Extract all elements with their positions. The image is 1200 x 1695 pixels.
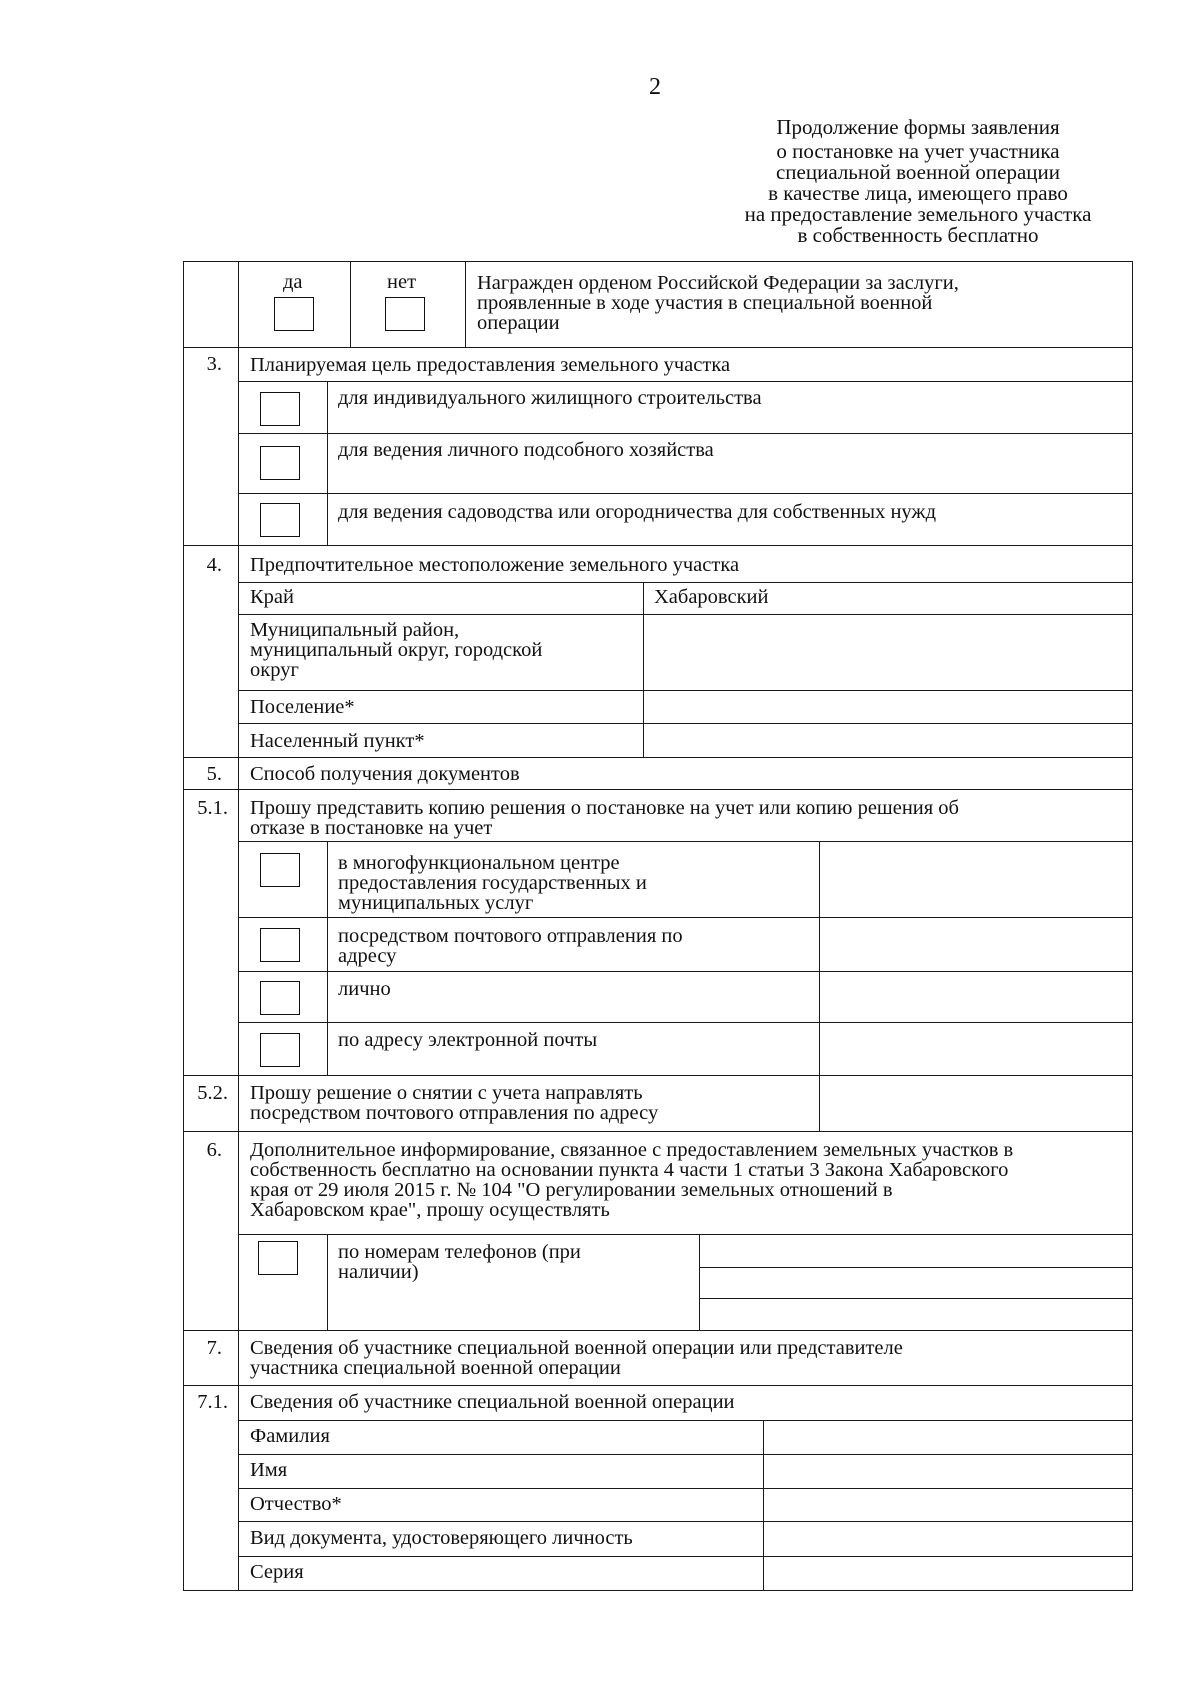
section-6-text: края от 29 июля 2015 г. № 104 "О регулировании земельных отношений в (250, 1179, 893, 1201)
section-52-text: посредством почтового отправления по адресу (250, 1102, 659, 1124)
award-text-line: проявленные в ходе участия в специальной военной (477, 292, 933, 314)
purpose-lph-checkbox[interactable] (260, 446, 300, 480)
section-6-text: собственность бесплатно на основании пункта 4 части 1 статьи 3 Закона Хабаровского (250, 1159, 1009, 1181)
section-number: 4. (206, 554, 222, 576)
section-number: 6. (206, 1139, 222, 1161)
field-label: Фамилия (250, 1425, 330, 1447)
field-label: Серия (250, 1561, 304, 1583)
award-yes-checkbox[interactable] (274, 297, 314, 331)
section-51-title: Прошу представить копию решения о постановке на учет или копию решения об (250, 797, 959, 819)
field-label: Отчество* (250, 1493, 342, 1515)
delivery-email-checkbox[interactable] (260, 1033, 300, 1067)
phone-info-label: по номерам телефонов (при (338, 1241, 581, 1263)
delivery-option: лично (338, 978, 391, 1000)
phone-info-checkbox[interactable] (258, 1241, 298, 1275)
section-3-title: Планируемая цель предоставления земельного участка (250, 354, 731, 376)
purpose-garden-checkbox[interactable] (260, 503, 300, 537)
purpose-option: для ведения садоводства или огородничества для собственных нужд (338, 501, 937, 523)
section-number: 7.1. (197, 1391, 228, 1413)
section-number: 7. (206, 1337, 222, 1359)
delivery-option: предоставления государственных и (338, 872, 647, 894)
section-number: 5.1. (197, 797, 228, 819)
section-number: 5. (206, 763, 222, 785)
section-52-text: Прошу решение о снятии с учета направлять (250, 1082, 643, 1104)
header-line: на предоставление земельного участка (744, 202, 1092, 226)
header-line: о постановке на учет участника (776, 139, 1060, 163)
delivery-mfc-checkbox[interactable] (260, 853, 300, 887)
delivery-option: адресу (338, 945, 397, 967)
purpose-option: для ведения личного подсобного хозяйства (338, 439, 714, 461)
settlement-label: Поселение* (250, 696, 355, 718)
delivery-personal-checkbox[interactable] (260, 981, 300, 1015)
section-71-title: Сведения об участнике специальной военной операции (250, 1391, 735, 1413)
field-label: Имя (250, 1459, 288, 1481)
municipality-label: округ (250, 659, 299, 681)
delivery-option: посредством почтового отправления по (338, 925, 683, 947)
locality-label: Населенный пункт* (250, 730, 425, 752)
section-number: 3. (206, 353, 222, 375)
municipality-label: муниципальный округ, городской (250, 639, 543, 661)
award-text-line: Награжден орденом Российской Федерации за заслуги, (477, 272, 959, 294)
section-6-text: Хабаровском крае", прошу осуществлять (250, 1199, 610, 1221)
delivery-post-checkbox[interactable] (260, 928, 300, 962)
award-yes-label: да (283, 271, 303, 293)
section-number: 5.2. (197, 1082, 228, 1104)
delivery-option: муниципальных услуг (338, 892, 534, 914)
header-line: Продолжение формы заявления (776, 115, 1060, 139)
section-51-title: отказе в постановке на учет (250, 817, 493, 839)
delivery-option: по адресу электронной почты (338, 1029, 598, 1051)
delivery-option: в многофункциональном центре (338, 852, 620, 874)
section-6-text: Дополнительное информирование, связанное с предоставлением земельных участков в (250, 1139, 1014, 1161)
section-7-text: Сведения об участнике специальной военной операции или представителе (250, 1337, 903, 1359)
purpose-izhs-checkbox[interactable] (260, 392, 300, 426)
award-no-checkbox[interactable] (385, 297, 425, 331)
section-4-title: Предпочтительное местоположение земельного участка (250, 554, 740, 576)
krai-label: Край (250, 586, 294, 608)
section-7-text: участника специальной военной операции (250, 1357, 621, 1379)
award-text-line: операции (477, 312, 560, 334)
phone-info-label: наличии) (338, 1261, 419, 1283)
purpose-option: для индивидуального жилищного строительства (338, 387, 762, 409)
award-no-label: нет (387, 271, 417, 293)
header-line: специальной военной операции (775, 160, 1061, 184)
field-label: Вид документа, удостоверяющего личность (250, 1527, 633, 1549)
krai-value[interactable]: Хабаровский (654, 586, 769, 608)
header-line: в собственность бесплатно (797, 223, 1039, 247)
section-5-title: Способ получения документов (250, 763, 520, 785)
page-number: 2 (649, 74, 661, 100)
header-line: в качестве лица, имеющего право (768, 181, 1068, 205)
municipality-label: Муниципальный район, (250, 619, 460, 641)
